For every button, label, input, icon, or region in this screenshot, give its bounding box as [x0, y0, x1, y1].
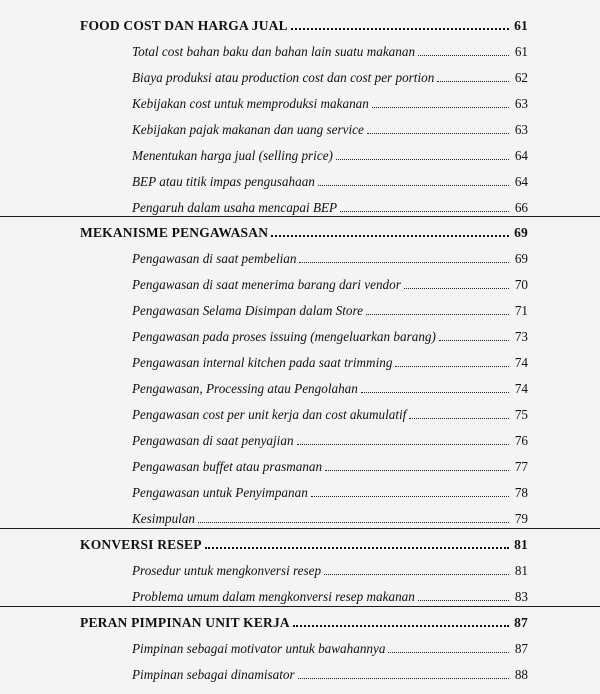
- toc-section-peran-pimpinan: [80, 605, 528, 683]
- toc-entry-page: 66: [514, 200, 528, 215]
- section-heading-title: MEKANISME PENGAWASAN: [80, 225, 269, 240]
- toc-entry-page: 61: [514, 44, 528, 59]
- toc-entry-page: 63: [514, 122, 528, 137]
- toc-entry-page: 76: [514, 433, 528, 448]
- dot-leader: [372, 107, 509, 108]
- toc-entry-page: 64: [514, 148, 528, 163]
- section-heading-page: 61: [514, 18, 528, 33]
- dot-leader: [361, 392, 509, 393]
- dot-leader: [395, 366, 509, 367]
- dot-leader: [437, 81, 509, 82]
- toc-entry-page: 70: [514, 277, 528, 292]
- section-heading-page: 81: [514, 537, 528, 552]
- section-heading-title: KONVERSI RESEP: [80, 537, 202, 552]
- dot-leader: [340, 211, 509, 212]
- toc-entry: [132, 371, 528, 397]
- section-heading: [80, 8, 528, 34]
- toc-entry-title: Pengawasan untuk Penyimpanan: [132, 485, 308, 500]
- toc-entry-title: Pengawasan internal kitchen pada saat trimming: [132, 355, 393, 370]
- toc-entry-page: 87: [514, 641, 528, 656]
- section-heading: [80, 605, 528, 631]
- dot-leader: [367, 133, 509, 134]
- toc-entry-title: Menentukan harga jual (selling price): [132, 148, 333, 163]
- section-heading-title: FOOD COST DAN HARGA JUAL: [80, 18, 288, 33]
- toc-entry-title: Pimpinan sebagai motivator untuk bawahannya: [132, 641, 386, 656]
- section-heading: [80, 215, 528, 241]
- toc-entry-page: 79: [514, 511, 528, 526]
- dot-leader: [293, 625, 509, 627]
- toc-entry: [132, 241, 528, 267]
- toc-entry: [132, 293, 528, 319]
- section-heading: [80, 527, 528, 553]
- toc-entry-page: 83: [514, 589, 528, 604]
- section-heading-title: PERAN PIMPINAN UNIT KERJA: [80, 615, 290, 630]
- toc-entry-page: 88: [514, 667, 528, 682]
- dot-leader: [439, 340, 509, 341]
- dot-leader: [409, 418, 509, 419]
- toc-entry-page: 77: [514, 459, 528, 474]
- toc-entry: [132, 449, 528, 475]
- dot-leader: [297, 444, 509, 445]
- toc-entry-title: Pengaruh dalam usaha mencapai BEP: [132, 200, 338, 215]
- section-heading-page: 87: [514, 615, 528, 630]
- toc-entry-title: Pimpinan sebagai dinamisator: [132, 667, 295, 682]
- toc-entry: [132, 423, 528, 449]
- dot-leader: [418, 600, 509, 601]
- toc-entry-page: 74: [514, 355, 528, 370]
- toc-section-food-cost: [80, 8, 528, 216]
- toc-entry: [132, 319, 528, 345]
- toc-entry: [132, 579, 528, 605]
- toc-entry-title: Prosedur untuk mengkonversi resep: [132, 563, 322, 578]
- toc-entry: [132, 190, 528, 216]
- toc-entry-title: BEP atau titik impas pengusahaan: [132, 174, 315, 189]
- toc-entry-title: Pengawasan cost per unit kerja dan cost akumulatif: [132, 407, 407, 422]
- toc-entry-page: 78: [514, 485, 528, 500]
- toc-entry-title: Pengawasan pada proses issuing (mengeluarkan barang): [132, 329, 436, 344]
- dot-leader: [366, 314, 509, 315]
- toc-section-konversi-resep: [80, 527, 528, 605]
- dot-leader: [388, 652, 509, 653]
- toc-entry-page: 75: [514, 407, 528, 422]
- dot-leader: [291, 28, 509, 30]
- toc-entry-page: 62: [514, 70, 528, 85]
- toc-entry: [132, 60, 528, 86]
- dot-leader: [311, 496, 509, 497]
- toc-entry-title: Kebijakan cost untuk memproduksi makanan: [132, 96, 369, 111]
- toc-entry: [132, 345, 528, 371]
- toc-entry-title: Pengawasan buffet atau prasmanan: [132, 459, 323, 474]
- dot-leader: [325, 470, 509, 471]
- toc-entry-title: Kesimpulan: [132, 511, 196, 526]
- toc-entry-title: Pengawasan di saat menerima barang dari vendor: [132, 277, 401, 292]
- toc-entry: [132, 397, 528, 423]
- toc-entry: [132, 631, 528, 657]
- toc-entry-title: Problema umum dalam mengkonversi resep makanan: [132, 589, 415, 604]
- toc-entry: [132, 138, 528, 164]
- toc-entry-title: Pengawasan Selama Disimpan dalam Store: [132, 303, 364, 318]
- toc-entry: [132, 112, 528, 138]
- dot-leader: [324, 574, 509, 575]
- dot-leader: [298, 678, 509, 679]
- toc-entry: [132, 553, 528, 579]
- toc-entry: [132, 475, 528, 501]
- toc-entry-page: 63: [514, 96, 528, 111]
- dot-leader: [299, 262, 509, 263]
- toc-entry-page: 71: [514, 303, 528, 318]
- dot-leader: [198, 522, 509, 523]
- toc-entry: [132, 34, 528, 60]
- toc-entry: [132, 86, 528, 112]
- section-heading-page: 69: [514, 225, 528, 240]
- toc-entry: [132, 267, 528, 293]
- toc-entry-title: Pengawasan, Processing atau Pengolahan: [132, 381, 358, 396]
- toc-entry-page: 74: [514, 381, 528, 396]
- toc-section-mekanisme-pengawasan: [80, 215, 528, 527]
- toc-entry-title: Pengawasan di saat penyajian: [132, 433, 294, 448]
- dot-leader: [418, 55, 509, 56]
- dot-leader: [271, 235, 509, 237]
- toc-entry-title: Total cost bahan baku dan bahan lain suatu makanan: [132, 44, 416, 59]
- toc-entry: [132, 164, 528, 190]
- toc-entry-page: 81: [514, 563, 528, 578]
- toc-entry-page: 64: [514, 174, 528, 189]
- toc-entry-page: 69: [514, 251, 528, 266]
- toc-entry-title: Kebijakan pajak makanan dan uang service: [132, 122, 364, 137]
- dot-leader: [336, 159, 509, 160]
- dot-leader: [318, 185, 509, 186]
- toc-entry-title: Pengawasan di saat pembelian: [132, 251, 297, 266]
- dot-leader: [205, 547, 509, 549]
- dot-leader: [404, 288, 509, 289]
- toc-entry-page: 73: [514, 329, 528, 344]
- toc-entry: [132, 657, 528, 683]
- toc-entry-title: Biaya produksi atau production cost dan cost per portion: [132, 70, 435, 85]
- toc-entry: [132, 501, 528, 527]
